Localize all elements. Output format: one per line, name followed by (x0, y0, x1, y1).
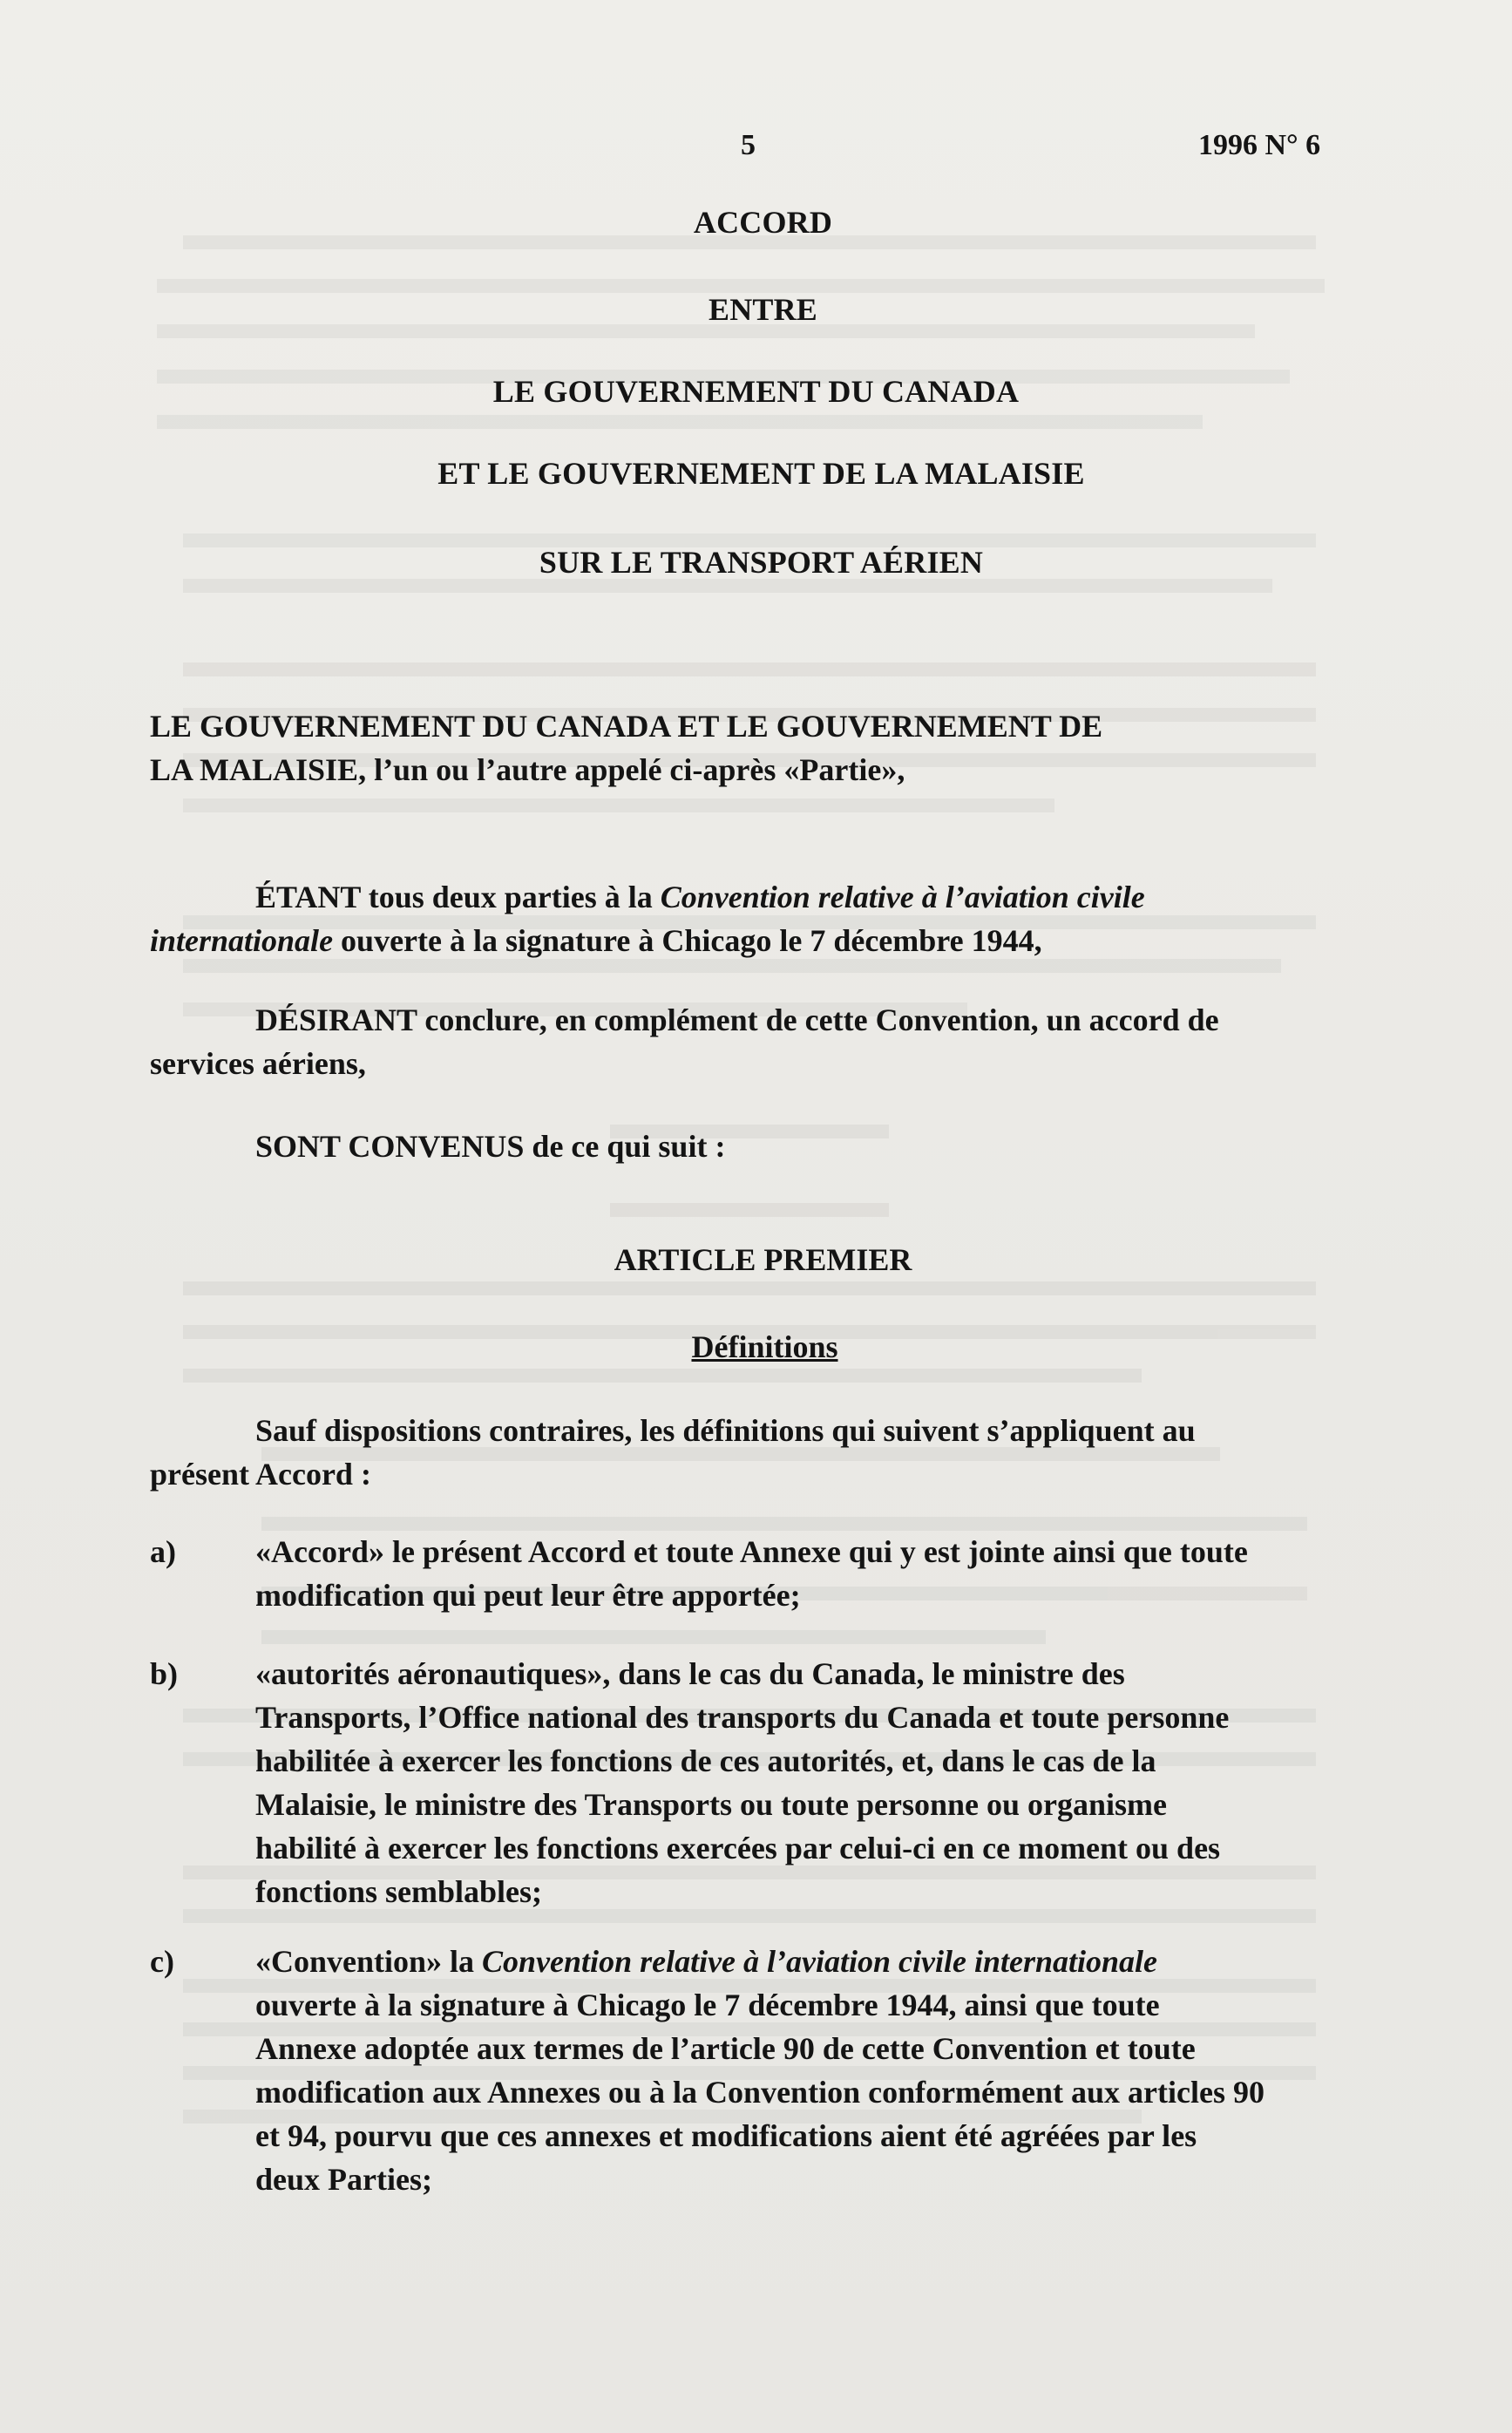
item-c-line-2: Annexe adoptée aux termes de l’article 90 de cette Convention et toute (255, 2031, 1196, 2066)
item-a-body (255, 1530, 1371, 1617)
etant-lead: ÉTANT (255, 880, 361, 914)
sont-line (255, 1125, 725, 1168)
item-c-lead: «Convention» la (255, 1944, 483, 1979)
desirant-line-2: services aériens, (150, 1046, 366, 1081)
page-number: 5 (741, 129, 756, 161)
item-b-line-1: «autorités aéronautiques», dans le cas du Canada, le ministre des (255, 1656, 1125, 1691)
preamble-desirant (150, 998, 1370, 1085)
etant-line-2 (150, 919, 1344, 962)
preamble-parties (150, 704, 1344, 792)
etant-italic-2: internationale (150, 923, 334, 958)
desirant-text-1: conclure, en complément de cette Convention, un accord de (417, 1002, 1219, 1037)
item-b-body (255, 1652, 1371, 1913)
item-c-line-3: modification aux Annexes ou à la Convention conformément aux articles 90 (255, 2075, 1265, 2110)
preamble-sont (255, 1125, 725, 1168)
item-c-italic: Convention relative à l’aviation civile internationale (482, 1944, 1158, 1979)
preamble-etant (150, 875, 1344, 962)
etant-text-1: tous deux parties à la (360, 880, 661, 914)
intro-line-2: présent Accord : (150, 1457, 371, 1492)
title-transport: SUR LE TRANSPORT AÉRIEN (539, 545, 984, 580)
item-c-line-0 (255, 1940, 1371, 1983)
sont-text: de ce qui suit : (524, 1129, 726, 1164)
title-entre: ENTRE (708, 292, 818, 327)
sont-lead: SONT CONVENUS (255, 1129, 525, 1164)
desirant-line-1 (150, 998, 1370, 1042)
item-a-line-1: «Accord» le présent Accord et toute Annexe qui y est jointe ainsi que toute (255, 1534, 1248, 1569)
item-b-line-6: fonctions semblables; (255, 1874, 543, 1909)
etant-text-2: ouverte à la signature à Chicago le 7 décembre 1944, (333, 923, 1042, 958)
item-b-line-5: habilité à exercer les fonctions exercées par celui-ci en ce moment ou des (255, 1831, 1221, 1866)
document-reference: 1996 N° 6 (1198, 129, 1321, 161)
item-b-line-3: habilitée à exercer les fonctions de ces autorités, et, dans le cas de la (255, 1743, 1156, 1778)
title-canada: LE GOUVERNEMENT DU CANADA (492, 374, 1020, 409)
item-c-label: c) (150, 1944, 174, 1979)
item-a-line-2: modification qui peut leur être apportée; (255, 1578, 801, 1613)
etant-line-1 (150, 875, 1344, 919)
item-b-line-4: Malaisie, le ministre des Transports ou toute personne ou organisme (255, 1787, 1167, 1822)
item-c-line-1: ouverte à la signature à Chicago le 7 décembre 1944, ainsi que toute (255, 1988, 1160, 2022)
intro-line-1: Sauf dispositions contraires, les définitions qui suivent s’appliquent au (255, 1413, 1196, 1448)
item-a-label: a) (150, 1534, 176, 1569)
title-malaisie: ET LE GOUVERNEMENT DE LA MALAISIE (437, 456, 1085, 491)
article-subheading: Définitions (691, 1329, 838, 1364)
etant-italic-1: Convention relative à l’aviation civile (660, 880, 1145, 914)
article-heading: ARTICLE PREMIER (614, 1242, 912, 1277)
item-c-line-5: deux Parties; (255, 2162, 432, 2197)
item-b-line-2: Transports, l’Office national des transports du Canada et toute personne (255, 1700, 1230, 1735)
item-c-line-4: et 94, pourvu que ces annexes et modifications aient été agréées par les (255, 2118, 1197, 2153)
title-accord: ACCORD (693, 205, 833, 240)
item-b-label: b) (150, 1656, 179, 1691)
item-c-body (255, 1940, 1371, 2201)
definitions-intro (150, 1409, 1370, 1496)
parties-line-2: LA MALAISIE, l’un ou l’autre appelé ci-après «Partie», (150, 752, 905, 787)
desirant-lead: DÉSIRANT (255, 1002, 417, 1037)
parties-line-1: LE GOUVERNEMENT DU CANADA ET LE GOUVERNEMENT DE (150, 709, 1103, 744)
